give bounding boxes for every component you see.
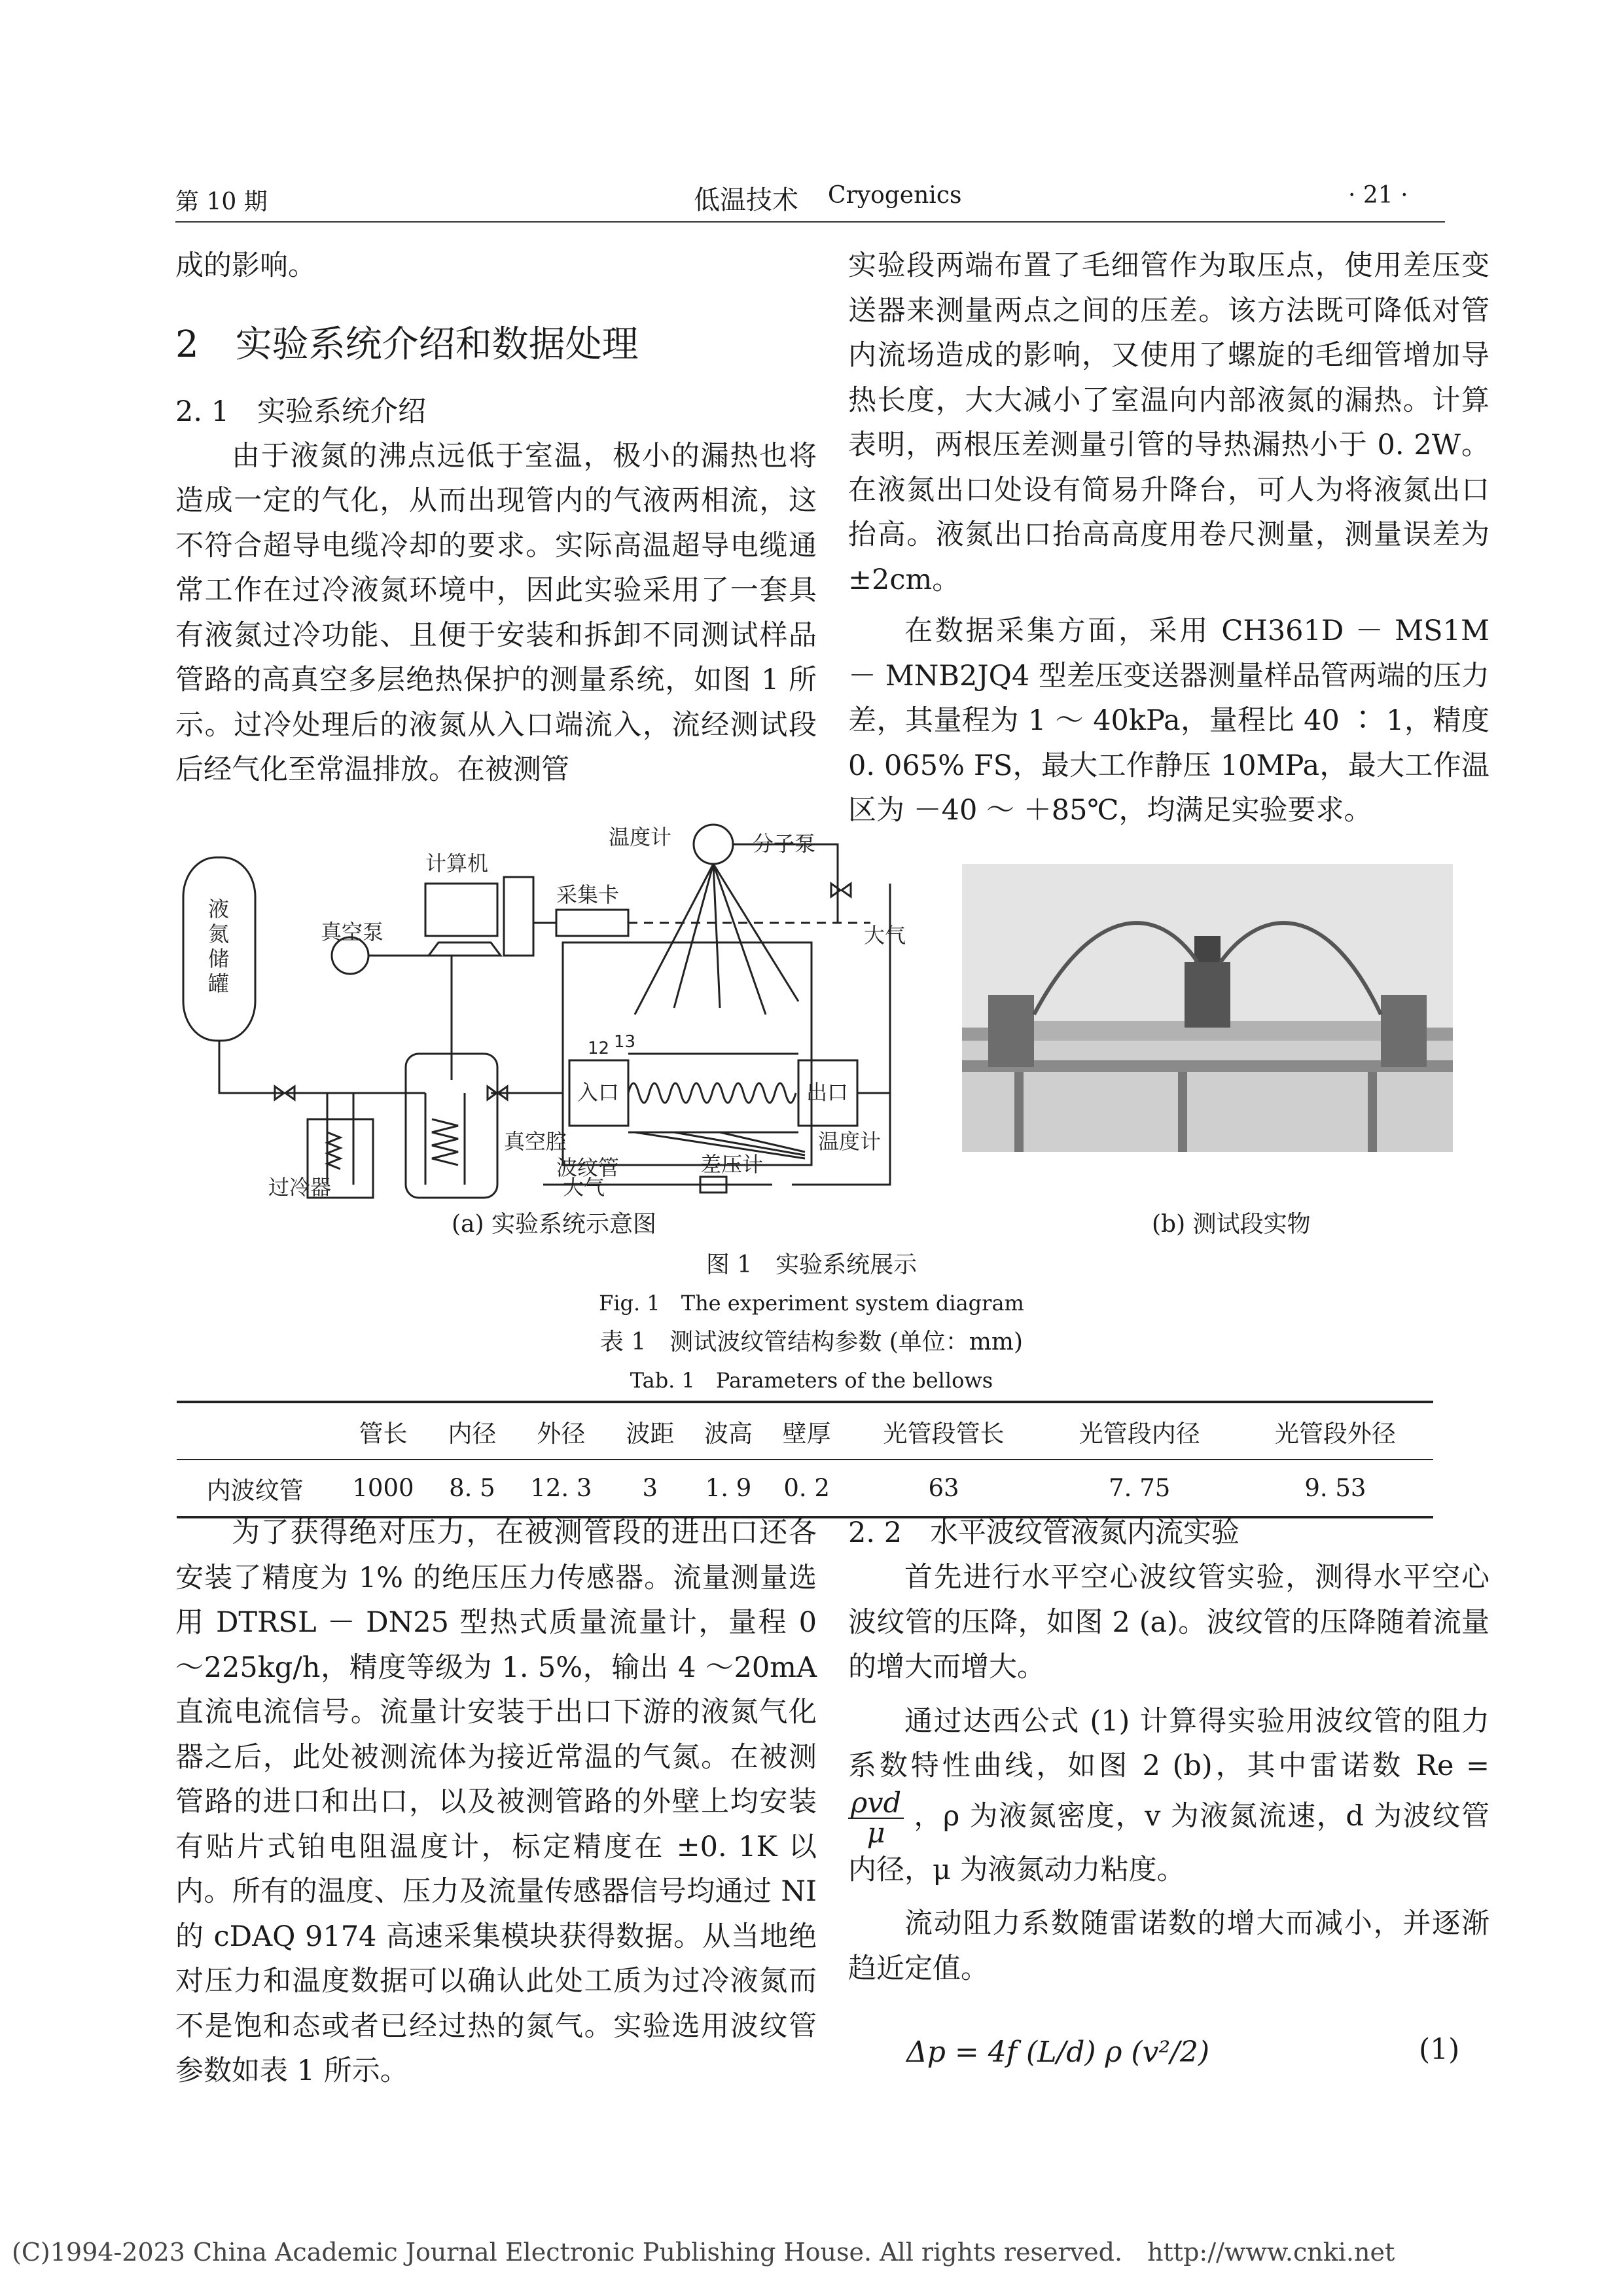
- table-header-cell: 管长: [333, 1402, 433, 1460]
- label-bellows: 波纹管: [556, 1155, 620, 1180]
- label-thermometer-bottom: 温度计: [818, 1129, 882, 1154]
- table-cell: 1. 9: [689, 1460, 768, 1517]
- paragraph: 流动阻力系数随雷诺数的增大而减小，并逐渐趋近定值。: [848, 1907, 1489, 1985]
- table-header-cell: 波距: [611, 1402, 690, 1460]
- paragraph: 在数据采集方面，采用 CH361D － MS1M － MNB2JQ4 型差压变送器测量样品管两端的压力差，其量程为 1 ～ 40kPa，量程比 40 ∶ 1，精度 0. 065% FS，最大工作静压 10MPa，最大工作温区为 －40 ～ ＋85℃，均满足实验要求。: [848, 615, 1489, 827]
- table-cell: 7. 75: [1042, 1460, 1238, 1517]
- label-molecular-pump: 分子泵: [753, 831, 816, 856]
- table-cell: 1000: [333, 1460, 433, 1517]
- left-column-top: [175, 243, 817, 793]
- figure-1b-photo: [962, 864, 1453, 1152]
- header-page: · 21 ·: [1348, 182, 1408, 209]
- label-computer: 计算机: [425, 851, 489, 876]
- label-diff-gauge: 差压计: [700, 1152, 764, 1177]
- label-subcooler: 过冷器: [268, 1175, 332, 1200]
- paragraph: 为了获得绝对压力，在被测管段的进出口还各安装了精度为 1% 的绝压压力传感器。流量测量选用 DTRSL － DN25 型热式质量流量计，量程 0 ～225kg/h，精度等级为 1. 5%，输出 4 ～20mA 直流电流信号。流量计安装于出口下游的液氮气化器之后，此处被测流体为接近常温的气氮。在被测管路的进口和出口，以及被测管路的外壁上均安装有贴片式铂电阻温度计，标定精度在 ±0. 1K 以内。所有的温度、压力及流量传感器信号均通过 NI 的 cDAQ 9174 高速采集模块获得数据。从当地绝对压力和温度数据可以确认此处工质为过冷液氮而不是饱和态或者已经过热的氮气。实验选用波纹管参数如表 1 所示。: [175, 1516, 817, 2087]
- label-daq: 采集卡: [556, 882, 620, 907]
- table-1-caption-en: Tab. 1 Parameters of the bellows: [630, 1368, 993, 1393]
- table-header-cell: 外径: [511, 1402, 611, 1460]
- header-journal-cn: 低温技术: [694, 185, 798, 215]
- label-atmosphere-bottom: 大气: [563, 1175, 605, 1200]
- paragraph: 由于液氮的沸点远低于室温，极小的漏热也将造成一定的气化，从而出现管内的气液两相流，这不符合超导电缆冷却的要求。实际高温超导电缆通常工作在过冷液氮环境中，因此实验采用了一套具有液氮过冷功能、且便于安装和拆卸不同测试样品管路的高真空多层绝热保护的测量系统，如图 1 所示。过冷处理后的液氮从入口端流入，流经测试段后经气化至常温排放。在被测管: [175, 439, 817, 786]
- figure-1a-schematic: [177, 818, 929, 1204]
- header-rule: [175, 221, 1445, 223]
- subsection-heading: 2. 1 实验系统介绍: [175, 395, 427, 428]
- table-cell: 8. 5: [433, 1460, 512, 1517]
- table-cell: 12. 3: [511, 1460, 611, 1517]
- table-header-cell: 光管段外径: [1238, 1402, 1433, 1460]
- header-issue: 第 10 期: [175, 188, 268, 215]
- darcy-formula: Δp = 4f (L/d) ρ (v²/2): [906, 2036, 1210, 2069]
- label-outlet: 出口: [806, 1080, 849, 1105]
- reynolds-fraction: [848, 1786, 904, 1850]
- left-column-bottom: [175, 1511, 817, 2094]
- paragraph-text: 通过达西公式 (1) 计算得实验用波纹管的阻力系数特性曲线，如图 2 (b)，其中雷诺数 Re =: [848, 1704, 1489, 1782]
- label-13: 13: [614, 1032, 636, 1052]
- table-header-cell: 内径: [433, 1402, 512, 1460]
- fraction-numerator: ρvd: [848, 1789, 904, 1819]
- subsection-heading: 2. 2 水平波纹管液氮内流实验: [848, 1516, 1240, 1549]
- label-inlet: 入口: [577, 1080, 620, 1105]
- figure-1b-caption: (b) 测试段实物: [1152, 1211, 1311, 1238]
- right-column-top: [848, 243, 1489, 833]
- figure-1a-caption: (a) 实验系统示意图: [452, 1211, 656, 1238]
- label-thermometer-top: 温度计: [609, 825, 672, 850]
- paragraph-text: ，ρ 为液氮密度，v 为液氮流速，d 为波纹管内径，μ 为液氮动力粘度。: [848, 1799, 1489, 1886]
- table-header-cell: [177, 1402, 333, 1460]
- table-header-cell: 光管段管长: [846, 1402, 1041, 1460]
- continued-text: 成的影响。: [175, 249, 316, 282]
- right-column-bottom: [848, 1511, 1489, 1991]
- label-vacuum-pump: 真空泵: [321, 920, 384, 944]
- fraction-denominator: μ: [866, 1816, 885, 1850]
- table-cell: 内波纹管: [177, 1460, 333, 1517]
- table-header-cell: 光管段内径: [1042, 1402, 1238, 1460]
- label-atmosphere-right: 大气: [864, 923, 906, 948]
- table-header-cell: 壁厚: [768, 1402, 846, 1460]
- table-header-row: [177, 1402, 1433, 1460]
- table-cell: 9. 53: [1238, 1460, 1433, 1517]
- copyright-footer: (C)1994-2023 China Academic Journal Electronic Publishing House. All rights reserved. http://www.cnki.net: [12, 2238, 1395, 2267]
- section-heading: 2 实验系统介绍和数据处理: [175, 323, 639, 366]
- figure-1-caption-en: Fig. 1 The experiment system diagram: [599, 1291, 1024, 1316]
- paragraph: [848, 1699, 1489, 1893]
- table-1-caption-cn: 表 1 测试波纹管结构参数 (单位：mm): [599, 1329, 1024, 1355]
- figure-1-caption-cn: 图 1 实验系统展示: [705, 1251, 918, 1278]
- label-12: 12: [588, 1039, 610, 1058]
- table-cell: 0. 2: [768, 1460, 846, 1517]
- table-header-cell: 波高: [689, 1402, 768, 1460]
- label-tank: 液氮储罐: [208, 897, 230, 996]
- paragraph: 实验段两端布置了毛细管作为取压点，使用差压变送器来测量两点之间的压差。该方法既可降低对管内流场造成的影响，又使用了螺旋的毛细管增加导热长度，大大减小了室温向内部液氮的漏热。计算表明，两根压差测量引管的导热漏热小于 0. 2W。在液氮出口处设有简易升降台，可人为将液氮出口抬高。液氮出口抬高高度用卷尺测量，测量误差为 ±2cm。: [848, 249, 1489, 596]
- label-vacuum-chamber: 真空腔: [504, 1129, 567, 1154]
- header-journal-en: Cryogenics: [828, 182, 962, 209]
- equation-number: (1): [1419, 2033, 1460, 2066]
- table-row: [177, 1460, 1433, 1517]
- table-cell: 3: [611, 1460, 690, 1517]
- bellows-parameter-table: [177, 1401, 1433, 1518]
- table-cell: 63: [846, 1460, 1041, 1517]
- paragraph: 首先进行水平空心波纹管实验，测得水平空心波纹管的压降，如图 2 (a)。波纹管的压降随着流量的增大而增大。: [848, 1561, 1489, 1683]
